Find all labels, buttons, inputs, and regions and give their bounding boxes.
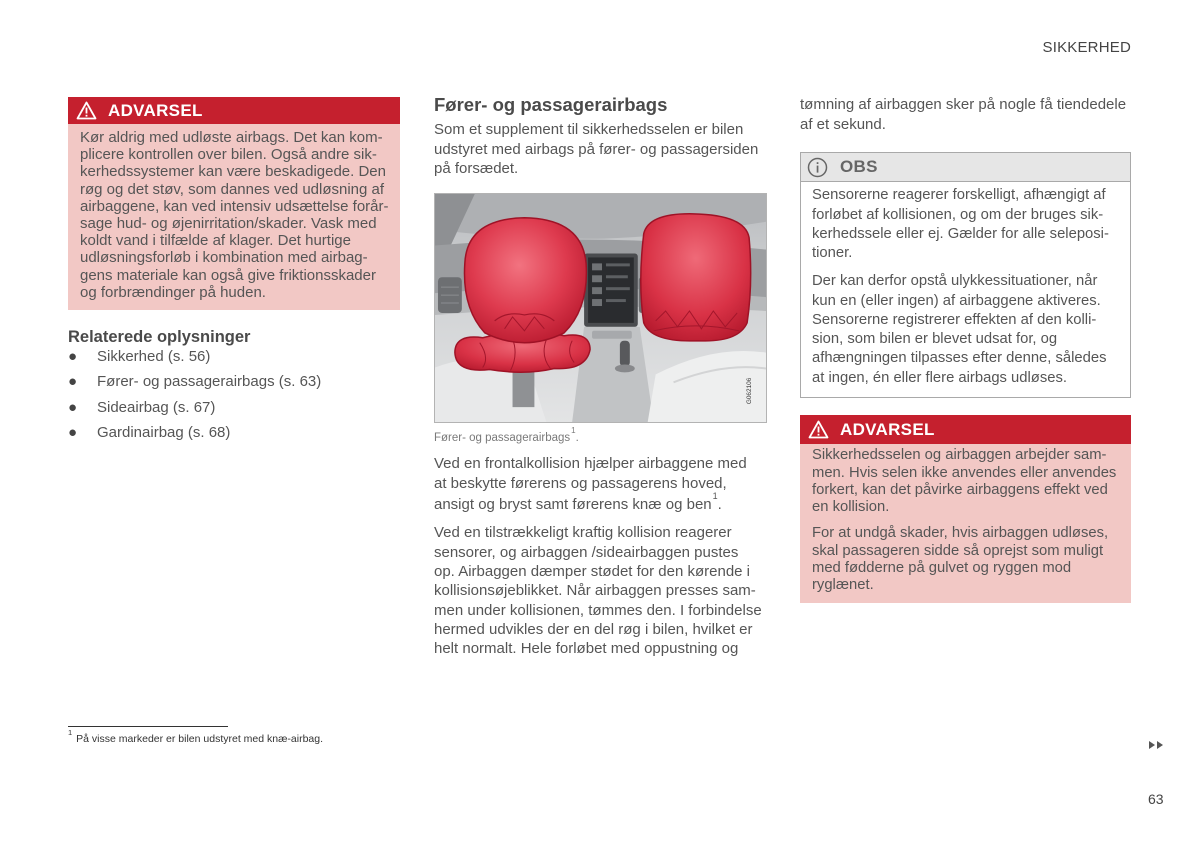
article-text-line: Ved en tilstrækkeligt kraftig kollision reagerer [434,524,732,542]
footnote-ref[interactable]: 1 [571,426,576,435]
article-text-line: at beskytte førerens og passagerens hoved, [434,475,727,493]
note-text-line: forløbet af kollisionen, og om der bruges sik- [812,206,1104,223]
article-text-line: kollisionsøjeblikket. Når airbaggen presses sam- [434,582,756,600]
section-title: SIKKERHED [1042,39,1131,56]
note-text-line: sion, som bilen er blevet udsat for, og [812,331,1058,348]
warning-text-line: og forbrændinger på huden. [80,283,266,301]
warning-text-line: Sikkerhedsselen og airbaggen arbejder sam- [812,447,1107,464]
related-link-label[interactable]: Gardinairbag (s. 68) [97,423,231,441]
article-text-line: men under kollisionen, tømmes den. I forbindelse [434,601,762,619]
related-link-gardinairbag[interactable] [68,420,398,445]
article-text-line: helt normalt. Hele forløbet med oppustning og [434,640,739,658]
bullet-icon: ● [68,398,78,416]
warning-paragraph [812,525,1108,594]
footnote-text: På visse markeder er bilen udstyret med knæ-airbag. [76,733,324,745]
warning-text-line: plicere kontrollen over bilen. Også andre sik- [80,146,377,164]
related-link-forer-passagerairbags[interactable] [68,369,398,394]
warning-body [800,444,1131,603]
warning-triangle-icon [808,420,829,439]
article-text-line: af et sekund. [800,115,886,133]
article-intro [434,120,758,179]
note-text-line: kun en (eller ingen) af airbaggene aktiveres. [812,292,1101,309]
line-punctuation: . [717,495,722,513]
related-link-sikkerhed[interactable] [68,344,398,369]
note-header [801,153,1130,182]
page-number: 63 [1148,791,1164,807]
note-text-line: at ingen, én eller flere airbags udløses. [812,369,1067,386]
article-text-line: Som et supplement til sikkerhedsselen er bilen [434,121,744,138]
footnote-divider [68,726,228,727]
note-paragraph [812,186,1109,263]
related-link-sideairbag[interactable] [68,395,398,420]
warning-text-line: airbaggene, kan ved intensiv udsættelse forår- [80,197,389,215]
bullet-icon: ● [68,423,78,441]
figure-code: G062106 [746,377,754,405]
warning-text-line: For at undgå skader, hvis airbaggen udløses, [812,525,1109,542]
warning-text-line: gens materiale kan også give friktionsskader [80,266,376,284]
warning-text-line: kerhedssystemer kan være beskadigede. Den [80,163,386,181]
warning-box [800,415,1131,603]
article-text-line: sensorer, og airbaggen /sideairbaggen pustes [434,543,739,561]
related-link-label[interactable]: Sikkerhed (s. 56) [97,348,211,365]
warning-header [68,97,400,124]
warning-text-line: forkert, kan det påvirke airbaggens effekt ved [812,481,1108,498]
note-paragraph [812,272,1107,388]
warning-text-line: udløsningsforløb i kombination med airbag- [80,249,368,267]
warning-text-line: røg og det støv, som dannes ved udløsning af [80,180,385,198]
footnote-ref[interactable]: 1 [712,490,718,501]
warning-body [68,124,400,310]
airbag-illustration-graphic [435,194,766,422]
warning-title: ADVARSEL [108,101,203,120]
article-text-line [434,490,747,515]
warning-text-line: med fødderne på gulvet og ryggen mod [812,559,1072,576]
bullet-icon: ● [68,348,78,365]
double-chevron-right-icon[interactable] [1147,737,1167,747]
warning-text-line: skal passageren sidde så oprejst som muligt [812,542,1104,559]
warning-text-line: ryglænet. [812,577,874,594]
note-text-line: afhængningen tilpasses efter denne, således [812,350,1107,367]
article-title: Fører- og passagerairbags [434,94,668,115]
article-text-line: udstyret med airbags på fører- og passagersiden [434,140,759,158]
figure-caption [434,426,579,446]
note-title: OBS [840,157,878,176]
footnote [68,728,324,746]
warning-triangle-icon [76,101,97,120]
article-text-line: op. Airbaggen dæmper stødet for den kørende i [434,562,751,580]
related-link-label[interactable]: Sideairbag (s. 67) [97,398,216,416]
article-text-line: på forsædet. [434,160,519,177]
article-text-line: tømning af airbaggen sker på nogle få tiendedele [800,96,1127,113]
warning-box [68,97,400,310]
related-info-heading: Relaterede oplysninger [68,328,251,346]
note-text-line: Sensorerne reagerer forskelligt, afhængigt af [812,187,1106,204]
warning-text-line: sage hud- og øjenirritation/skader. Vask med [80,215,377,233]
article-text-line: hermed udvikles der en del røg i bilen, hvilket er [434,620,753,638]
article-paragraph-continued [800,95,1126,134]
note-box [800,152,1131,398]
related-info-list [68,344,398,445]
article-paragraph [434,523,762,658]
caption-punctuation: . [575,432,579,444]
article-text-line: Ved en frontalkollision hjælper airbaggene med [434,455,747,472]
warning-header [800,415,1131,444]
article-paragraph [434,454,747,515]
footnote-marker: 1 [68,728,73,737]
warning-text-line: men. Hvis selen ikke anvendes eller anvendes [812,464,1117,481]
airbag-illustration [434,193,767,423]
note-text-line: tioner. [812,245,853,262]
bullet-icon: ● [68,373,78,391]
warning-title: ADVARSEL [840,420,935,439]
warning-text-line: en kollision. [812,499,890,516]
warning-text-line: Kør aldrig med udløste airbags. Det kan kom- [80,129,383,146]
note-text-line: Sensorerne registrerer effekten af den kolli- [812,311,1097,328]
line-text: ansigt og bryst samt førerens knæ og ben [434,495,712,513]
related-link-label[interactable]: Fører- og passagerairbags (s. 63) [97,373,322,391]
info-circle-icon [807,157,828,178]
warning-paragraph [812,447,1116,516]
warning-text-line: koldt vand i tilfælde af klager. Det hurtige [80,232,351,250]
note-text-line: kerhedssele eller ej. Gælder for alle seleposi- [812,225,1109,242]
note-text-line: Der kan derfor opstå ulykkessituationer, når [812,273,1098,290]
caption-text: Fører- og passagerairbags [434,432,571,444]
